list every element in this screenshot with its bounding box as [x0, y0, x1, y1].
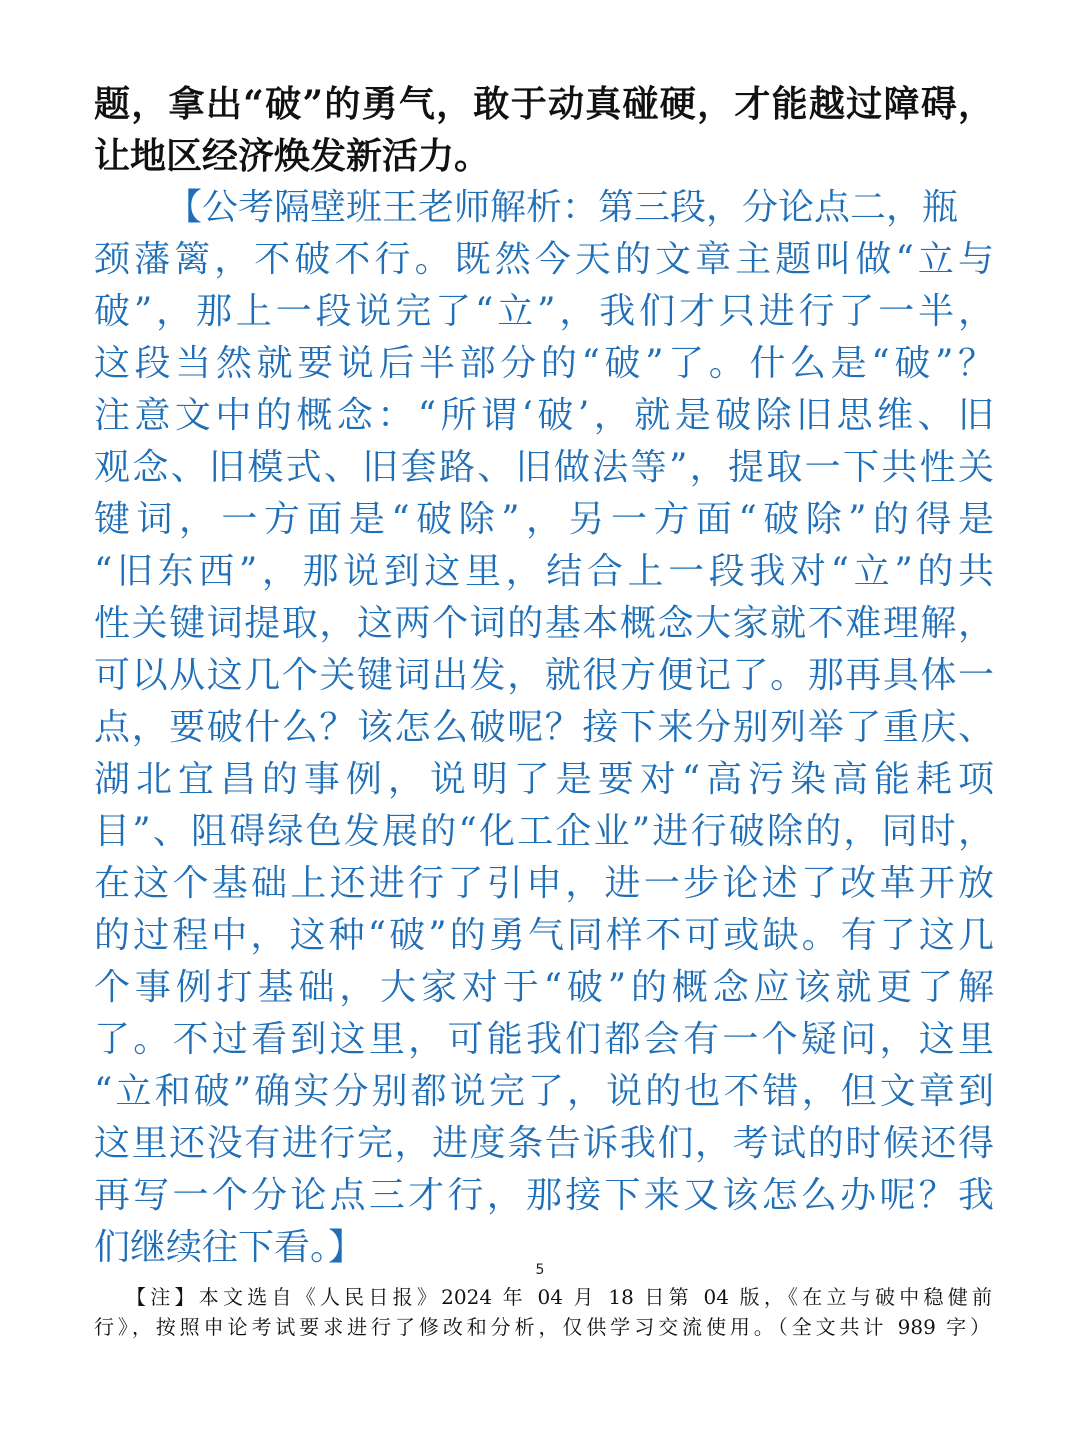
analysis-line: 观念、旧模式、旧套路、旧做法等”，提取一下共性关: [94, 447, 994, 488]
page-number: 5: [535, 1262, 545, 1278]
analysis-line: “旧东西”，那说到这里，结合上一段我对“立”的共: [94, 551, 994, 592]
analysis-line: “立和破”确实分别都说完了，说的也不错，但文章到: [94, 1071, 994, 1112]
body-text-line: 让地区经济焕发新活力。: [94, 135, 491, 177]
analysis-line: 了。不过看到这里，可能我们都会有一个疑问，这里: [94, 1019, 994, 1060]
analysis-line: 这段当然就要说后半部分的“破”了。什么是“破”？: [94, 343, 994, 384]
analysis-line: 键词，一方面是“破除”，另一方面“破除”的得是: [94, 499, 994, 540]
analysis-line: 们继续往下看。】: [94, 1227, 365, 1268]
footnote-line: 行》，按照申论考试要求进行了修改和分析，仅供学习交流使用。（全文共计 989 字）: [94, 1315, 990, 1339]
body-text-line: 题，拿出“破”的勇气，敢于动真碰硬，才能越过障碍，: [94, 83, 994, 125]
analysis-line: 再写一个分论点三才行，那接下来又该怎么办呢？我: [94, 1175, 994, 1216]
footnote-line: 【注】本文选自《人民日报》2024 年 04 月 18 日第 04 版，《在立与破中稳健前: [126, 1285, 992, 1309]
analysis-line: 目”、阻碍绿色发展的“化工企业”进行破除的，同时，: [94, 811, 994, 852]
analysis-line: 的过程中，这种“破”的勇气同样不可或缺。有了这几: [94, 915, 994, 956]
analysis-line: 个事例打基础，大家对于“破”的概念应该就更了解: [94, 967, 994, 1008]
analysis-line: 在这个基础上还进行了引申，进一步论述了改革开放: [94, 863, 994, 904]
analysis-line: 破”，那上一段说完了“立”，我们才只进行了一半，: [94, 291, 994, 332]
analysis-line: 这里还没有进行完，进度条告诉我们，考试的时候还得: [94, 1123, 994, 1164]
analysis-line: 湖北宜昌的事例，说明了是要对“高污染高能耗项: [94, 759, 994, 800]
analysis-line: 性关键词提取，这两个词的基本概念大家就不难理解，: [94, 603, 994, 644]
analysis-line: 注意文中的概念：“所谓‘破’，就是破除旧思维、旧: [94, 395, 994, 436]
analysis-line: 颈藩篱，不破不行。既然今天的文章主题叫做“立与: [94, 239, 994, 280]
analysis-line: 可以从这几个关键词出发，就很方便记了。那再具体一: [94, 655, 994, 696]
analysis-line: 【公考隔壁班王老师解析：第三段，分论点二，瓶: [166, 187, 959, 228]
analysis-line: 点，要破什么？该怎么破呢？接下来分别列举了重庆、: [94, 707, 994, 748]
